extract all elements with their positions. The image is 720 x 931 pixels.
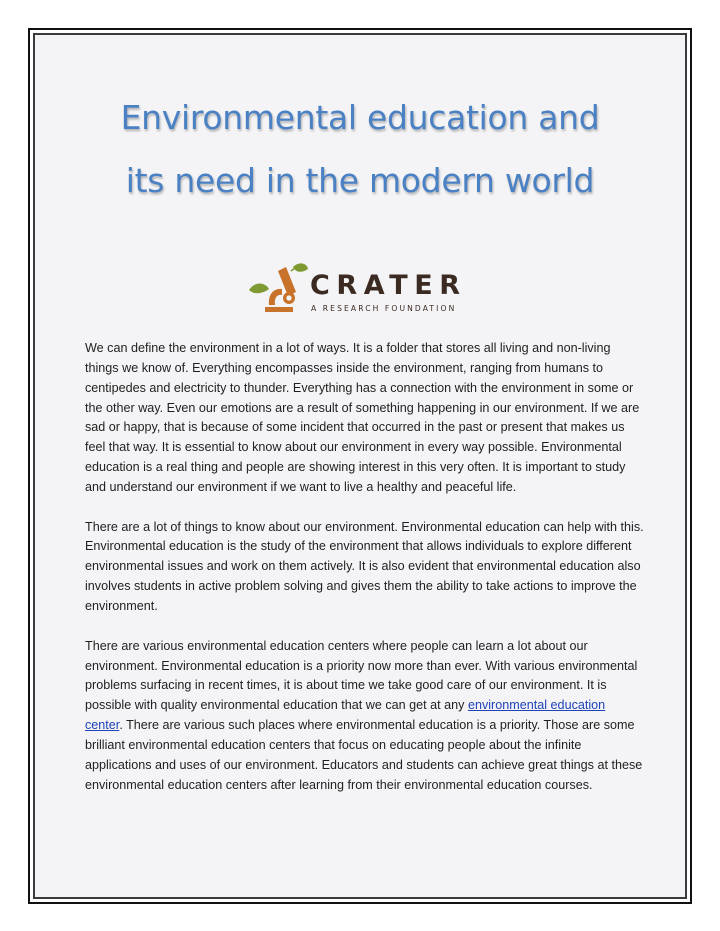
page-title-line-2: its need in the modern world <box>125 161 595 200</box>
environmental-education-center-link[interactable]: environmental education center <box>85 698 606 733</box>
right-leaf-stem-shape <box>291 268 295 271</box>
logo-tagline: A RESEARCH FOUNDATION <box>311 304 457 313</box>
logo-wordmark: CRATER <box>310 270 467 301</box>
microscope-arm-shape <box>269 289 282 305</box>
page-title <box>0 86 720 212</box>
paragraph-3 <box>85 637 645 796</box>
page-title-line-1: Environmental education and <box>120 98 600 137</box>
microscope-base-shape <box>265 307 293 312</box>
paragraph-3-text-end: . There are various such places where environmental education is a priority. Those are some brilliant environmental education centers that focus on educating people about the infinite applications and uses of our environment. Educators and students can achieve great things at these environmental education centers after learning from their environmental education courses. <box>85 718 643 792</box>
article-body <box>85 339 645 815</box>
paragraph-3-text-start: There are various environmental education centers where people can learn a lot about our environment. Environmental education is a priority now more than ever. With various environmental problems surfacing in recent times, it is about time we take good care of our environment. It is possible with quality environmental education that we can get at any <box>85 638 638 713</box>
crater-logo <box>247 261 467 317</box>
microscope-leaf-icon <box>247 261 309 317</box>
paragraph-1: We can define the environment in a lot of ways. It is a folder that stores all living and non-living things we know of. Everything encompasses inside the environment, ranging from humans to centipedes and electricity to thunder. Everything has a connection with the environment in some or the other way. Even our emotions are a result of something happening in our environment. If we are sad or happy, that is because of some incident that occurred in the past or present that makes us feel that way. It is essential to know about our environment in every way possible. Environmental education is a real thing and people are showing interest in this very often. It is important to study and understand our environment if we want to live a healthy and peaceful life. <box>85 341 640 494</box>
paragraph-2: There are a lot of things to know about our environment. Environmental education can help with this. Environmental education is the study of the environment that allows individuals to explore different environmental issues and work on them actively. It is also evident that environmental education also involves students in active problem solving and gives them the ability to take actions to improve the environment. <box>85 519 644 613</box>
left-leaf-shape <box>249 284 269 294</box>
right-leaf-shape <box>293 263 308 271</box>
microscope-lens-hole-shape <box>286 295 291 300</box>
